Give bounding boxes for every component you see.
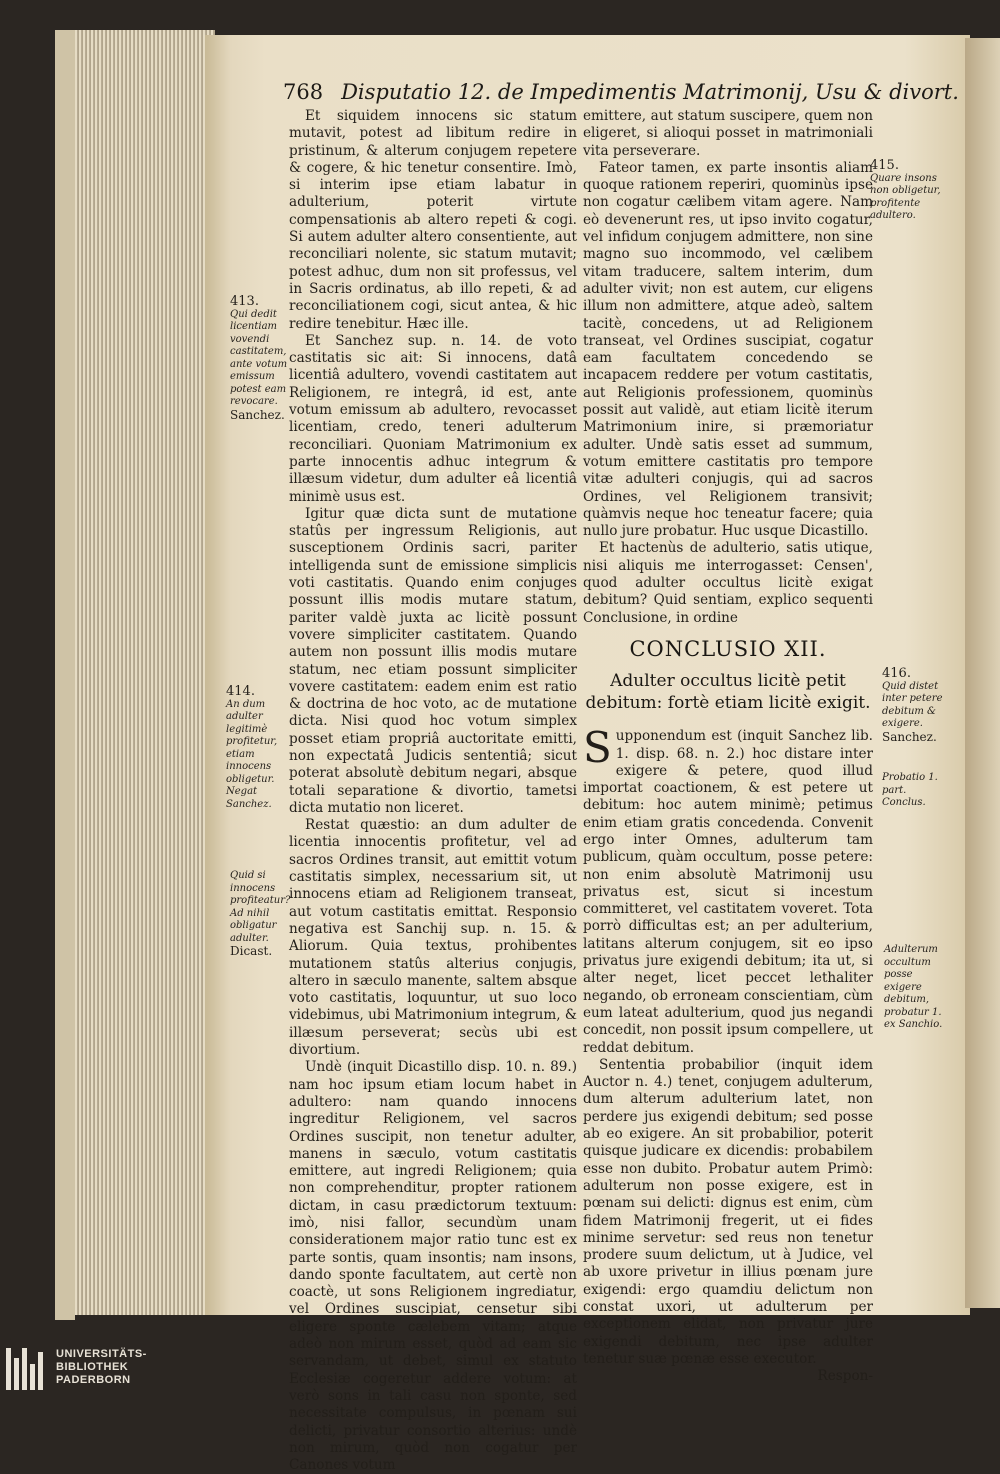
note-number: 415.	[870, 158, 899, 173]
note-text: Quare insons non obligetur, profitente adultero.	[870, 172, 941, 221]
library-name-line: BIBLIOTHEK	[56, 1361, 129, 1373]
paragraph: emittere, aut statum suscipere, quem non eligeret, si alioqui posset in matrimoniali vita perseverare.	[583, 108, 873, 159]
margin-note-416b	[882, 772, 944, 810]
note-text: Quid si innocens profiteatur? Ad nihil obligatur adulter.	[230, 870, 291, 944]
library-name-line: PADERBORN	[56, 1374, 131, 1386]
note-text: Probatio 1. part. Conclus.	[882, 772, 938, 808]
margin-note-413	[230, 296, 288, 421]
note-number: 416.	[882, 666, 911, 681]
book-cover-edge	[55, 30, 75, 1320]
paragraph: Sententia probabilior (inquit idem Auctor n. 4.) tenet, conjugem adulterum, dum alterum adulterium latet, non perdere jus exigendi debitum; sed posse ab eo exigere. An sit probabilior, poterit quisque judicare ex dicendis: probabilem esse non dubito. Probatur autem Primò: adulterum non posse exigere, est in pœnam sui delicti: dignus est enim, cùm fidem Matrimonij fregerit, ut ei fides minime servetur: sed reus non tenetur prodere suum delictum, ut à Judice, vel ab uxore privetur in illius pœnam jure exigendi: ergo quamdiu delictum non constat uxori, ut adulterum per exceptionem elidat, non privatur jure exigendi debitum, nec ipse adulter tenetur suæ pœnæ esse executor.	[583, 1056, 873, 1367]
library-name-line: UNIVERSITÄTS-	[56, 1348, 147, 1360]
right-column	[583, 108, 873, 1385]
running-head	[283, 80, 959, 104]
conclusio-heading: CONCLUSIO XII.	[629, 636, 827, 661]
drop-cap: S	[583, 723, 612, 773]
paragraph: Restat quæstio: an dum adulter de licentia innocentis profitetur, vel ad sacros Ordines transit, aut emittit votum castitatis simplex, necessarium sit, ut innocens etiam ad Religionem transeat, aut votum castitatis emittat. Responsio negativa est Sanchij sup. n. 15. & Aliorum. Quia textus, prohibentes mutationem statûs alterius conjugis, altero in sæculo manente, saltem absque voto castitatis, loquuntur, ut suo loco videbimus, ubi Matrimonium integrum, & illæsum perseverat; secùs ubi est divortium.	[289, 817, 577, 1059]
left-column	[289, 108, 577, 1474]
conclusio-first-paragraph	[583, 723, 873, 1057]
paragraph: Et siquidem innocens sic statum mutavit, potest ad libitum redire in pristinum, & alterum conjugem repetere & cogere, & hic tenetur consentire. Imò, si interim ipse etiam labatur in adulterium, poterit virtute compensationis ab altero repeti & cogi. Si autem adulter altero consentiente, aut reconciliari nolente, sic statum mutavit; potest adhuc, dum non sit professus, vel in Sacris ordinatus, ab illo repeti, & ad reconciliationem cogi, sicut antea, & hic redire tenebitur. Hæc ille.	[289, 108, 577, 332]
note-ref: Dicast.	[230, 944, 273, 958]
running-title: Disputatio 12. de Impedimentis Matrimonij, Usu & divort.	[341, 80, 959, 104]
paragraph-text: upponendum est (inquit Sanchez lib. 1. disp. 68. n. 2.) hoc distare inter exigere & petere, quod illud importat coactionem, & est petere ut debitum: hoc autem minimè; petimus enim etiam gratis concedenda. Convenit ergo inter Omnes, adulterum tam publicum, quàm occultum, posse petere: non enim absolutè Matrimonij usu privatus est, sicut si incestum committeret, vel castitatem voveret. Tota porrò difficultas est; an per adulterium, latitans alterum conjugem, sit eo ipso privatus jure exigendi debitum; ita ut, si alter neget, licet peccet lethaliter negando, ob erroneam conscientiam, cùm eum lateat adulterium, quod jus negandi concedit, non possit ipsum compellere, ut reddat debitum.	[583, 728, 873, 1056]
page-number: 768	[283, 80, 324, 104]
library-logo-icon	[6, 1348, 48, 1390]
margin-note-416c	[884, 944, 948, 1032]
note-text: Adulterum occultum posse exigere debitum, probatur 1. ex Sanchio.	[884, 944, 943, 1030]
note-text: An dum adulter legitimè profitetur, etiam innocens obligetur. Negat Sanchez.	[226, 698, 278, 810]
margin-note-416	[882, 668, 944, 743]
note-text: Quid distet inter petere debitum & exigere.	[882, 680, 943, 729]
note-ref: Sanchez.	[230, 407, 285, 422]
paragraph: Et Sanchez sup. n. 14. de voto castitatis sic ait: Si innocens, datâ licentiâ adultero, vovendi castitatem aut Religionem, re integrâ, id est, ante votum emissum ab adultero, revocasset licentiam, credo, teneri adulterum reconciliari. Quoniam Matrimonium ex parte innocentis adhuc integrum & illæsum videtur, dum adulter eâ licentiâ minimè usus est.	[289, 332, 577, 505]
paragraph: Fateor tamen, ex parte insontis aliam quoque rationem reperiri, quominùs ipse non cogatur cælibem vitam agere. Nam eò devenerunt res, ut ipso invito cogatur, vel infidum conjugem admittere, non sine magno suo incommodo, vel cælibem vitam traducere, saltem interim, dum adulter vivit; non est autem, cur eligens illum non admittere, atque adeò, saltem tacitè, concedens, ut ad Religionem transeat, vel Ordines suscipiat, cogatur eam facultatem concedendo se incapacem reddere per votum castitatis, aut Religionis professionem, quominùs possit aut validè, aut etiam licitè iterum Matrimonium inire, si præmoriatur adulter. Undè satis esset ad summum, votum emittere castitatis pro tempore vitæ adulteri conjugis, qui ad sacros Ordines, vel Religionem transivit; quàmvis neque hoc teneatur facere; quia nullo jure probatur. Huc usque Dicastillo.	[583, 159, 873, 540]
facing-page-edge	[965, 38, 1000, 1308]
note-number: 413.	[230, 294, 259, 309]
margin-note-414	[226, 686, 288, 811]
paragraph: Et hactenùs de adulterio, satis utique, nisi aliquis me interrogasset: Censen', quod adulter occultus licitè exigat debitum? Quid sentiam, explico sequenti Conclusione, in ordine	[583, 540, 873, 626]
paragraph: Igitur quæ dicta sunt de mutatione statûs per ingressum Religionis, aut susceptionem Ordinis sacri, pariter intelligenda sunt de emissione simplicis voti castitatis. Quando enim conjuges possunt illis modis mutare statum, pariter valdè juxta ac licitè possunt vovere simpliciter castitatem. Quando autem non possunt illis modis mutare statum, nec etiam possunt simpliciter vovere castitatem: eadem enim est ratio & doctrina de hoc voto, ac de mutatione dicta. Nisi quod hoc votum simplex posset etiam propriâ auctoritate emitti, non expectatâ Judicis sententiâ; sicut poterat absolutè debitum negari, absque totali separatione & divortio, tametsi dicta mutatio non liceret.	[289, 505, 577, 816]
book-page-edges	[55, 30, 215, 1315]
note-ref: Sanchez.	[882, 729, 937, 744]
library-logo	[6, 1346, 216, 1392]
note-text: Qui dedit licentiam vovendi castitatem, ante votum emissum potest eam revocare.	[230, 308, 288, 407]
paragraph: Undè (inquit Dicastillo disp. 10. n. 89.) nam hoc ipsum etiam locum habet in adultero: nam quando innocens ingreditur Religionem, vel sacros Ordines suscipit, non tenetur adulter, manens in sæculo, votum castitatis emittere, aut ingredi Religionem; quia non comprehenditur, propter rationem dictam, in casu prædictorum textuum: imò, nisi fallor, secundùm unam considerationem major ratio tunc est ex parte sontis, quam insontis; nam insons, dando sponte facultatem, aut certè non coactè, ut sons Religionem ingrediatur, vel Ordines suscipiat, censetur sibi eligere sponte cælebem vitam; atque adeò non mirum esset, quòd ad eam sic servandam, ut debet, simul ex statuto Ecclesiæ cogeretur addere votum: at verò sons in tali casu non sponte, sed necessitate compulsus, in pœnam sui delicti, privatur consortio alterius: undè non mirum, quòd non cogatur per Canones votum	[289, 1059, 577, 1474]
margin-note-415	[870, 160, 942, 223]
catchword: Respon-	[817, 1368, 873, 1385]
conclusio-title: Adulter occultus licitè petit debitum: fortè etiam licitè exigit.	[585, 671, 871, 714]
margin-note-414b	[230, 870, 290, 958]
library-name	[56, 1348, 147, 1387]
note-number: 414.	[226, 684, 255, 699]
